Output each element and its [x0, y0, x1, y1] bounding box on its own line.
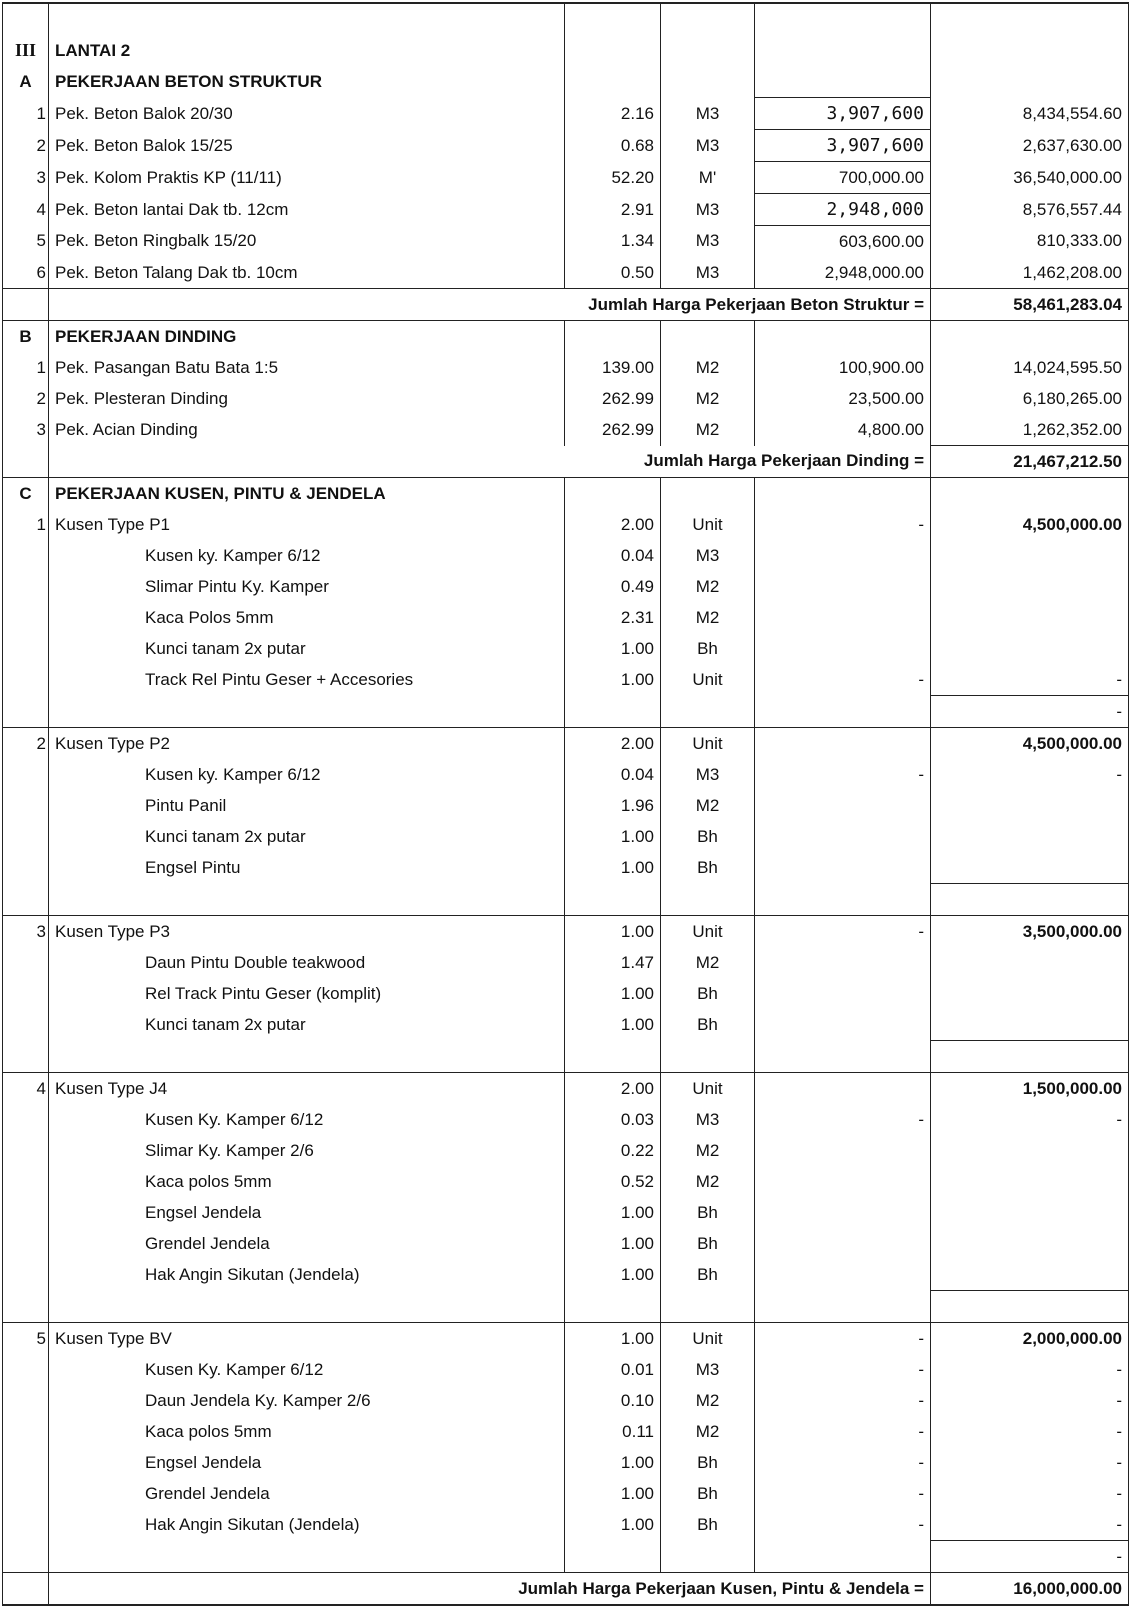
kusen-number: 1	[3, 509, 49, 540]
group-end-row	[3, 696, 1129, 728]
kusen-unit-price	[755, 1073, 931, 1105]
section-letter: C	[3, 478, 49, 510]
floor-header-row	[3, 35, 1129, 66]
component-volume: 0.52	[565, 1166, 661, 1197]
component-description: Kunci tanam 2x putar	[49, 1009, 565, 1041]
kusen-type-row	[3, 509, 1129, 540]
component-unit-price	[755, 602, 931, 633]
kusen-component-row	[3, 1385, 1129, 1416]
component-unit-price	[755, 1228, 931, 1259]
item-unit: M2	[661, 352, 755, 383]
component-volume: 1.00	[565, 633, 661, 664]
subtotal-value: 58,461,283.04	[931, 289, 1129, 321]
item-total: 14,024,595.50	[931, 352, 1129, 383]
item-unit-price: 603,600.00	[755, 226, 931, 258]
kusen-component-row	[3, 1259, 1129, 1291]
item-volume: 262.99	[565, 383, 661, 414]
section-letter: A	[3, 66, 49, 98]
component-total: -	[931, 1385, 1129, 1416]
component-description: Engsel Pintu	[49, 852, 565, 884]
component-unit-price	[755, 1166, 931, 1197]
component-total: -	[931, 759, 1129, 790]
component-unit-price	[755, 1009, 931, 1041]
component-total	[931, 978, 1129, 1009]
line-item-row	[3, 226, 1129, 258]
component-description: Kusen ky. Kamper 6/12	[49, 540, 565, 571]
spacer-row	[3, 1291, 1129, 1323]
component-volume: 0.10	[565, 1385, 661, 1416]
section-header-row	[3, 66, 1129, 98]
item-total: 2,637,630.00	[931, 130, 1129, 162]
component-unit: Bh	[661, 1228, 755, 1259]
item-volume: 0.50	[565, 257, 661, 289]
component-total	[931, 852, 1129, 884]
component-total	[931, 1009, 1129, 1041]
subtotal-row	[3, 289, 1129, 321]
component-unit: Bh	[661, 1478, 755, 1509]
item-unit-price: 2,948,000.00	[755, 257, 931, 289]
kusen-type-row	[3, 728, 1129, 760]
item-volume: 2.16	[565, 98, 661, 130]
kusen-volume: 1.00	[565, 916, 661, 948]
component-unit: M3	[661, 759, 755, 790]
kusen-unit-price: -	[755, 1323, 931, 1355]
kusen-number: 2	[3, 728, 49, 760]
component-description: Pintu Panil	[49, 790, 565, 821]
kusen-unit: Unit	[661, 509, 755, 540]
component-unit-price	[755, 852, 931, 884]
component-description: Daun Pintu Double teakwood	[49, 947, 565, 978]
item-unit-price: 3,907,600	[755, 98, 931, 130]
group-end-total: -	[931, 696, 1129, 728]
item-unit-price: 3,907,600	[755, 130, 931, 162]
kusen-unit-price	[755, 728, 931, 760]
line-item-row	[3, 352, 1129, 383]
component-description: Kaca polos 5mm	[49, 1166, 565, 1197]
subtotal-row	[3, 446, 1129, 478]
kusen-component-row	[3, 1416, 1129, 1447]
component-total: -	[931, 1447, 1129, 1478]
kusen-component-row	[3, 947, 1129, 978]
component-unit-price: -	[755, 759, 931, 790]
component-description: Track Rel Pintu Geser + Accesories	[49, 664, 565, 696]
component-total: -	[931, 1478, 1129, 1509]
kusen-number: 4	[3, 1073, 49, 1105]
component-total	[931, 947, 1129, 978]
component-volume: 1.00	[565, 1447, 661, 1478]
kusen-component-row	[3, 664, 1129, 696]
kusen-component-row	[3, 571, 1129, 602]
component-description: Engsel Jendela	[49, 1447, 565, 1478]
item-description: Pek. Beton Talang Dak tb. 10cm	[49, 257, 565, 289]
component-unit: Bh	[661, 1259, 755, 1291]
component-volume: 1.00	[565, 664, 661, 696]
item-description: Pek. Beton lantai Dak tb. 12cm	[49, 194, 565, 226]
component-description: Slimar Ky. Kamper 2/6	[49, 1135, 565, 1166]
kusen-component-row	[3, 1166, 1129, 1197]
subtotal-label: Jumlah Harga Pekerjaan Dinding =	[49, 446, 931, 478]
kusen-type-row	[3, 1073, 1129, 1105]
kusen-component-row	[3, 1509, 1129, 1541]
component-unit: M2	[661, 1135, 755, 1166]
item-description: Pek. Acian Dinding	[49, 414, 565, 446]
component-total	[931, 1135, 1129, 1166]
component-description: Hak Angin Sikutan (Jendela)	[49, 1509, 565, 1541]
component-volume: 1.00	[565, 821, 661, 852]
subtotal-value: 16,000,000.00	[931, 1573, 1129, 1606]
section-title: PEKERJAAN KUSEN, PINTU & JENDELA	[49, 478, 565, 510]
kusen-component-row	[3, 852, 1129, 884]
component-description: Hak Angin Sikutan (Jendela)	[49, 1259, 565, 1291]
component-unit: Bh	[661, 821, 755, 852]
component-unit-price	[755, 1259, 931, 1291]
kusen-description: Kusen Type P2	[49, 728, 565, 760]
component-unit-price	[755, 571, 931, 602]
kusen-component-row	[3, 602, 1129, 633]
component-unit: Bh	[661, 1197, 755, 1228]
item-volume: 262.99	[565, 414, 661, 446]
spacer-row	[3, 1041, 1129, 1073]
item-total: 1,462,208.00	[931, 257, 1129, 289]
component-total: -	[931, 1354, 1129, 1385]
kusen-volume: 2.00	[565, 509, 661, 540]
component-unit-price: -	[755, 1104, 931, 1135]
section-title: PEKERJAAN DINDING	[49, 321, 565, 353]
component-volume: 1.00	[565, 1478, 661, 1509]
kusen-component-row	[3, 1354, 1129, 1385]
group-end-total: -	[931, 1541, 1129, 1573]
kusen-type-row	[3, 1323, 1129, 1355]
component-unit: M2	[661, 1416, 755, 1447]
item-total: 6,180,265.00	[931, 383, 1129, 414]
kusen-unit-price: -	[755, 916, 931, 948]
component-unit: Bh	[661, 978, 755, 1009]
component-total	[931, 1259, 1129, 1291]
component-unit-price	[755, 1197, 931, 1228]
item-unit: M3	[661, 257, 755, 289]
component-unit-price: -	[755, 664, 931, 696]
item-total: 810,333.00	[931, 226, 1129, 258]
item-unit: M3	[661, 226, 755, 258]
kusen-component-row	[3, 1009, 1129, 1041]
component-unit-price	[755, 790, 931, 821]
item-number: 3	[3, 162, 49, 194]
component-total	[931, 1197, 1129, 1228]
kusen-total: 4,500,000.00	[931, 728, 1129, 760]
group-end-row	[3, 1541, 1129, 1573]
component-unit-price: -	[755, 1416, 931, 1447]
component-unit-price: -	[755, 1478, 931, 1509]
kusen-description: Kusen Type BV	[49, 1323, 565, 1355]
component-total	[931, 821, 1129, 852]
section-title: PEKERJAAN BETON STRUKTUR	[49, 66, 565, 98]
item-description: Pek. Kolom Praktis KP (11/11)	[49, 162, 565, 194]
kusen-component-row	[3, 821, 1129, 852]
component-unit: M3	[661, 540, 755, 571]
item-volume: 2.91	[565, 194, 661, 226]
section-header-row	[3, 321, 1129, 353]
line-item-row	[3, 130, 1129, 162]
component-unit: Unit	[661, 664, 755, 696]
component-volume: 0.01	[565, 1354, 661, 1385]
component-unit: M3	[661, 1104, 755, 1135]
kusen-component-row	[3, 759, 1129, 790]
component-unit-price: -	[755, 1385, 931, 1416]
kusen-type-row	[3, 916, 1129, 948]
component-volume: 1.00	[565, 1009, 661, 1041]
item-number: 6	[3, 257, 49, 289]
item-unit: M2	[661, 414, 755, 446]
kusen-unit: Unit	[661, 916, 755, 948]
item-total: 8,576,557.44	[931, 194, 1129, 226]
item-number: 1	[3, 98, 49, 130]
component-unit: M2	[661, 571, 755, 602]
item-number: 1	[3, 352, 49, 383]
table-row	[3, 3, 1129, 35]
kusen-component-row	[3, 1478, 1129, 1509]
line-item-row	[3, 257, 1129, 289]
item-unit-price: 2,948,000	[755, 194, 931, 226]
component-unit: Bh	[661, 1509, 755, 1541]
component-unit: M2	[661, 790, 755, 821]
component-total	[931, 540, 1129, 571]
component-total	[931, 633, 1129, 664]
component-volume: 0.49	[565, 571, 661, 602]
line-item-row	[3, 98, 1129, 130]
kusen-component-row	[3, 1135, 1129, 1166]
component-total	[931, 1166, 1129, 1197]
kusen-component-row	[3, 1447, 1129, 1478]
item-unit-price: 4,800.00	[755, 414, 931, 446]
component-volume: 1.00	[565, 852, 661, 884]
kusen-volume: 2.00	[565, 728, 661, 760]
component-description: Kaca polos 5mm	[49, 1416, 565, 1447]
subtotal-label: Jumlah Harga Pekerjaan Beton Struktur =	[49, 289, 931, 321]
component-total	[931, 571, 1129, 602]
kusen-volume: 2.00	[565, 1073, 661, 1105]
component-description: Kaca Polos 5mm	[49, 602, 565, 633]
item-description: Pek. Beton Balok 20/30	[49, 98, 565, 130]
kusen-total: 2,000,000.00	[931, 1323, 1129, 1355]
subtotal-row	[3, 1573, 1129, 1606]
item-volume: 0.68	[565, 130, 661, 162]
component-unit-price	[755, 1135, 931, 1166]
component-volume: 1.00	[565, 1509, 661, 1541]
kusen-volume: 1.00	[565, 1323, 661, 1355]
kusen-unit-price: -	[755, 509, 931, 540]
item-number: 2	[3, 383, 49, 414]
item-number: 3	[3, 414, 49, 446]
item-description: Pek. Beton Balok 15/25	[49, 130, 565, 162]
component-description: Grendel Jendela	[49, 1478, 565, 1509]
component-volume: 2.31	[565, 602, 661, 633]
kusen-component-row	[3, 633, 1129, 664]
component-description: Grendel Jendela	[49, 1228, 565, 1259]
floor-title: LANTAI 2	[49, 35, 565, 66]
component-volume: 0.04	[565, 540, 661, 571]
component-volume: 0.04	[565, 759, 661, 790]
component-description: Kusen Ky. Kamper 6/12	[49, 1354, 565, 1385]
component-unit: Bh	[661, 1009, 755, 1041]
line-item-row	[3, 162, 1129, 194]
kusen-description: Kusen Type P3	[49, 916, 565, 948]
component-volume: 1.00	[565, 1259, 661, 1291]
component-unit: Bh	[661, 1447, 755, 1478]
rab-table	[2, 2, 1129, 1606]
component-unit: Bh	[661, 633, 755, 664]
spacer-row	[3, 884, 1129, 916]
component-unit-price	[755, 821, 931, 852]
item-description: Pek. Beton Ringbalk 15/20	[49, 226, 565, 258]
component-total: -	[931, 1416, 1129, 1447]
item-unit: M3	[661, 130, 755, 162]
section-header-row	[3, 478, 1129, 510]
item-unit: M3	[661, 98, 755, 130]
component-description: Daun Jendela Ky. Kamper 2/6	[49, 1385, 565, 1416]
kusen-description: Kusen Type P1	[49, 509, 565, 540]
component-unit: M2	[661, 1385, 755, 1416]
component-unit-price	[755, 978, 931, 1009]
component-description: Rel Track Pintu Geser (komplit)	[49, 978, 565, 1009]
component-volume: 1.00	[565, 1197, 661, 1228]
component-unit-price	[755, 947, 931, 978]
component-unit-price	[755, 540, 931, 571]
component-description: Slimar Pintu Ky. Kamper	[49, 571, 565, 602]
component-volume: 1.96	[565, 790, 661, 821]
component-volume: 0.11	[565, 1416, 661, 1447]
kusen-number: 3	[3, 916, 49, 948]
rab-spreadsheet	[2, 2, 1129, 1606]
section-letter: B	[3, 321, 49, 353]
item-number: 4	[3, 194, 49, 226]
component-description: Kusen ky. Kamper 6/12	[49, 759, 565, 790]
item-description: Pek. Pasangan Batu Bata 1:5	[49, 352, 565, 383]
item-unit: M3	[661, 194, 755, 226]
kusen-unit: Unit	[661, 728, 755, 760]
kusen-component-row	[3, 790, 1129, 821]
component-volume: 1.00	[565, 978, 661, 1009]
floor-roman: III	[3, 35, 49, 66]
component-total: -	[931, 664, 1129, 696]
component-unit-price	[755, 633, 931, 664]
item-number: 2	[3, 130, 49, 162]
kusen-total: 3,500,000.00	[931, 916, 1129, 948]
component-unit: M2	[661, 602, 755, 633]
component-description: Engsel Jendela	[49, 1197, 565, 1228]
item-total: 1,262,352.00	[931, 414, 1129, 446]
component-unit-price: -	[755, 1509, 931, 1541]
kusen-component-row	[3, 1104, 1129, 1135]
component-volume: 0.03	[565, 1104, 661, 1135]
kusen-component-row	[3, 540, 1129, 571]
component-total: -	[931, 1104, 1129, 1135]
kusen-unit: Unit	[661, 1073, 755, 1105]
kusen-total: 1,500,000.00	[931, 1073, 1129, 1105]
component-unit: M2	[661, 1166, 755, 1197]
item-volume: 139.00	[565, 352, 661, 383]
kusen-component-row	[3, 1197, 1129, 1228]
line-item-row	[3, 383, 1129, 414]
subtotal-value: 21,467,212.50	[931, 446, 1129, 478]
item-unit: M'	[661, 162, 755, 194]
kusen-description: Kusen Type J4	[49, 1073, 565, 1105]
item-total: 8,434,554.60	[931, 98, 1129, 130]
kusen-component-row	[3, 978, 1129, 1009]
component-total	[931, 602, 1129, 633]
component-volume: 0.22	[565, 1135, 661, 1166]
item-number: 5	[3, 226, 49, 258]
line-item-row	[3, 194, 1129, 226]
item-volume: 52.20	[565, 162, 661, 194]
kusen-component-row	[3, 1228, 1129, 1259]
component-volume: 1.00	[565, 1228, 661, 1259]
component-description: Kunci tanam 2x putar	[49, 821, 565, 852]
line-item-row	[3, 414, 1129, 446]
component-unit: Bh	[661, 852, 755, 884]
component-volume: 1.47	[565, 947, 661, 978]
item-total: 36,540,000.00	[931, 162, 1129, 194]
item-description: Pek. Plesteran Dinding	[49, 383, 565, 414]
component-total	[931, 1228, 1129, 1259]
item-unit-price: 700,000.00	[755, 162, 931, 194]
component-description: Kunci tanam 2x putar	[49, 633, 565, 664]
component-unit: M3	[661, 1354, 755, 1385]
item-unit: M2	[661, 383, 755, 414]
kusen-total: 4,500,000.00	[931, 509, 1129, 540]
item-volume: 1.34	[565, 226, 661, 258]
item-unit-price: 100,900.00	[755, 352, 931, 383]
kusen-number: 5	[3, 1323, 49, 1355]
component-total	[931, 790, 1129, 821]
subtotal-label: Jumlah Harga Pekerjaan Kusen, Pintu & Jendela =	[49, 1573, 931, 1606]
component-total: -	[931, 1509, 1129, 1541]
item-unit-price: 23,500.00	[755, 383, 931, 414]
component-description: Kusen Ky. Kamper 6/12	[49, 1104, 565, 1135]
kusen-unit: Unit	[661, 1323, 755, 1355]
component-unit-price: -	[755, 1354, 931, 1385]
component-unit-price: -	[755, 1447, 931, 1478]
component-unit: M2	[661, 947, 755, 978]
